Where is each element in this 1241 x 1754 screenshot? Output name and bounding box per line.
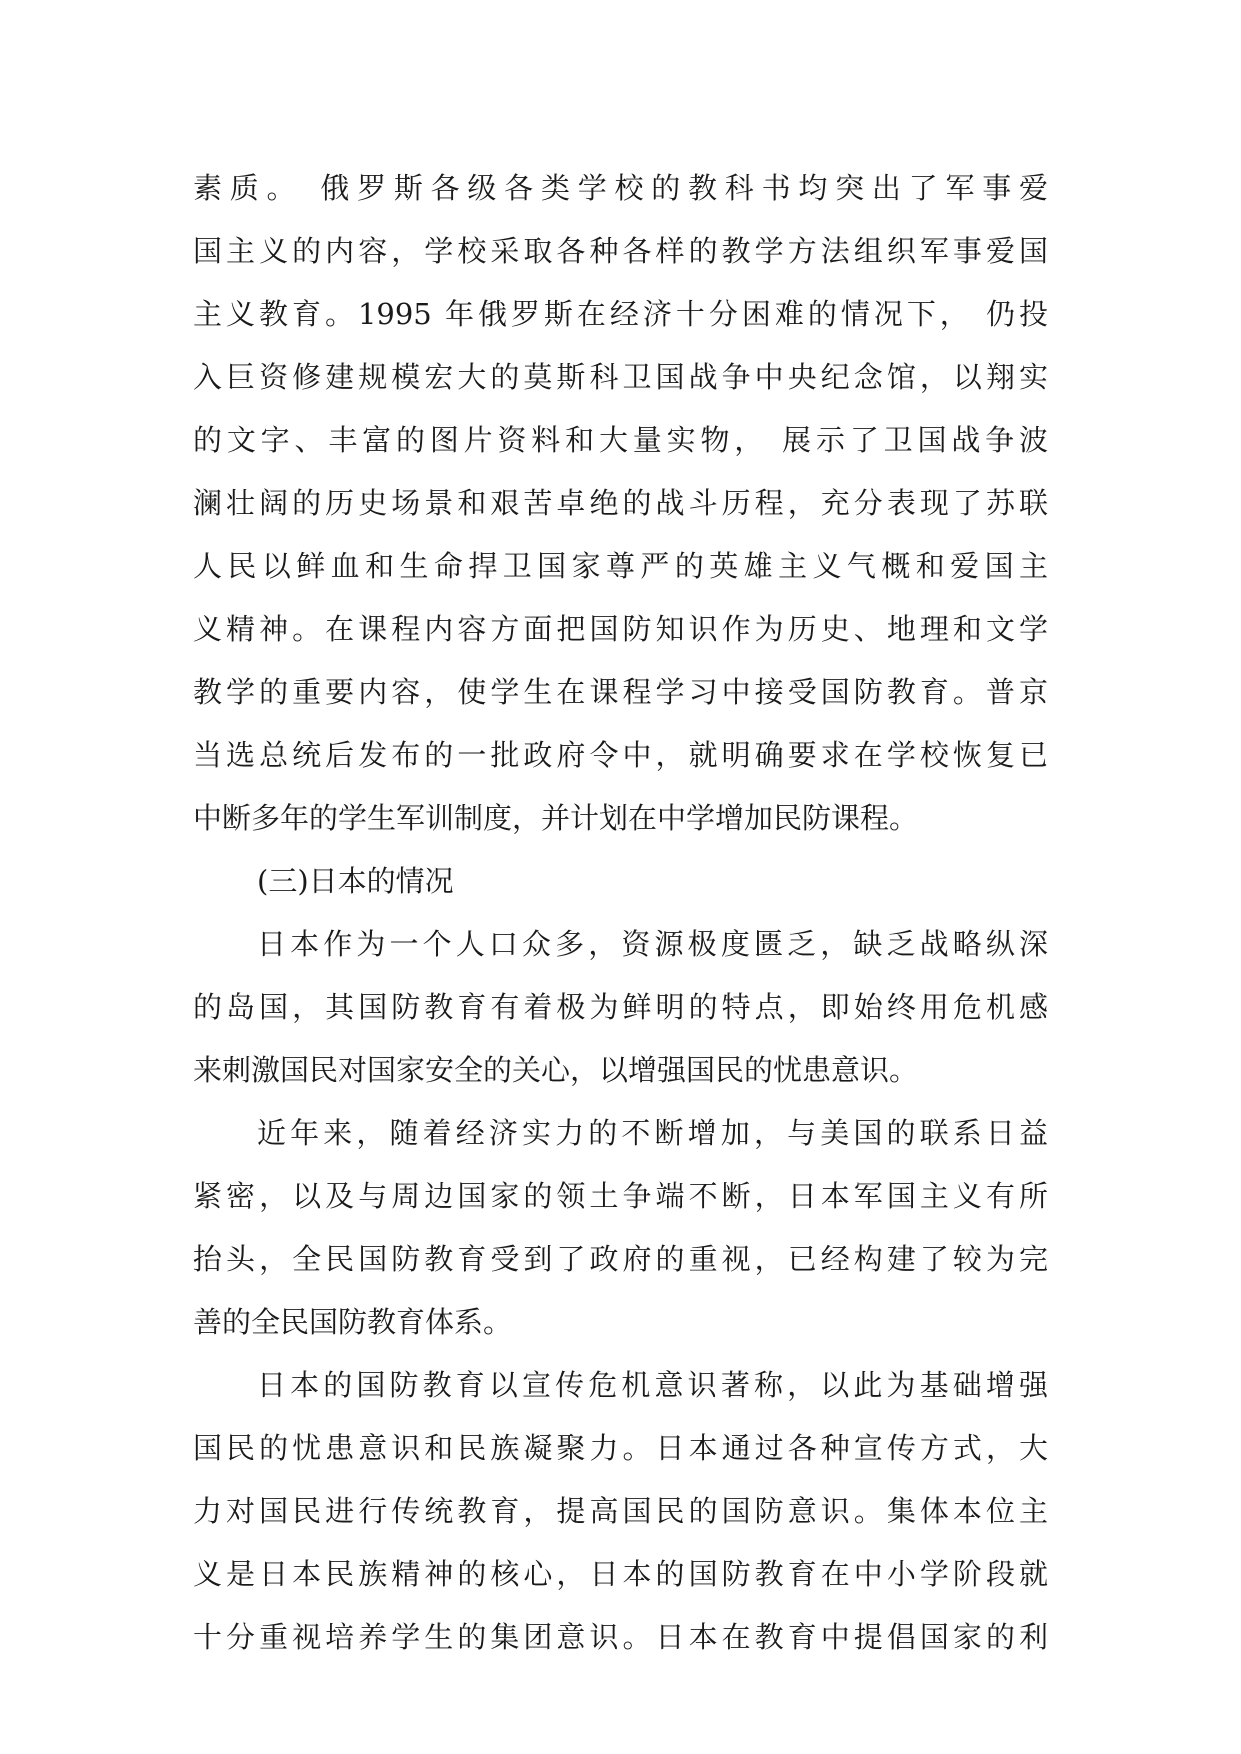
- text-line: 人民以鲜血和生命捍卫国家尊严的英雄主义气概和爱国主: [193, 549, 1048, 583]
- text-line: 中断多年的学生军训制度，并计划在中学增加民防课程。: [193, 801, 919, 835]
- text-line: 十分重视培养学生的集团意识。日本在教育中提倡国家的利: [193, 1620, 1048, 1654]
- text-line: 的岛国，其国防教育有着极为鲜明的特点，即始终用危机感: [193, 990, 1048, 1024]
- text-line: 国主义的内容，学校采取各种各样的教学方法组织军事爱国: [193, 234, 1048, 268]
- text-line: 教学的重要内容，使学生在课程学习中接受国防教育。普京: [193, 675, 1048, 709]
- text-line: 近年来，随着经济实力的不断增加，与美国的联系日益: [257, 1116, 1048, 1150]
- text-line: 主义教育。1995 年俄罗斯在经济十分困难的情况下， 仍投: [193, 297, 1048, 331]
- text-line: 日本作为一个人口众多，资源极度匮乏，缺乏战略纵深: [257, 927, 1048, 961]
- text-line: 素质。 俄罗斯各级各类学校的教科书均突出了军事爱: [193, 171, 1048, 205]
- text-line: 当选总统后发布的一批政府令中，就明确要求在学校恢复已: [193, 738, 1048, 772]
- section-heading: (三)日本的情况: [257, 864, 454, 898]
- text-line: 入巨资修建规模宏大的莫斯科卫国战争中央纪念馆，以翔实: [193, 360, 1048, 394]
- text-line: 澜壮阔的历史场景和艰苦卓绝的战斗历程，充分表现了苏联: [193, 486, 1048, 520]
- text-line: 日本的国防教育以宣传危机意识著称，以此为基础增强: [257, 1368, 1048, 1402]
- text-line: 力对国民进行传统教育，提高国民的国防意识。集体本位主: [193, 1494, 1048, 1528]
- text-line: 义是日本民族精神的核心，日本的国防教育在中小学阶段就: [193, 1557, 1048, 1591]
- text-line: 抬头，全民国防教育受到了政府的重视，已经构建了较为完: [193, 1242, 1048, 1276]
- text-line: 国民的忧患意识和民族凝聚力。日本通过各种宣传方式，大: [193, 1431, 1048, 1465]
- text-line: 义精神。在课程内容方面把国防知识作为历史、地理和文学: [193, 612, 1048, 646]
- text-line: 紧密，以及与周边国家的领土争端不断，日本军国主义有所: [193, 1179, 1048, 1213]
- text-line: 的文字、丰富的图片资料和大量实物， 展示了卫国战争波: [193, 423, 1048, 457]
- document-body: [193, 157, 1048, 1669]
- text-line: 来刺激国民对国家安全的关心，以增强国民的忧患意识。: [193, 1053, 919, 1087]
- text-line: 善的全民国防教育体系。: [193, 1305, 513, 1339]
